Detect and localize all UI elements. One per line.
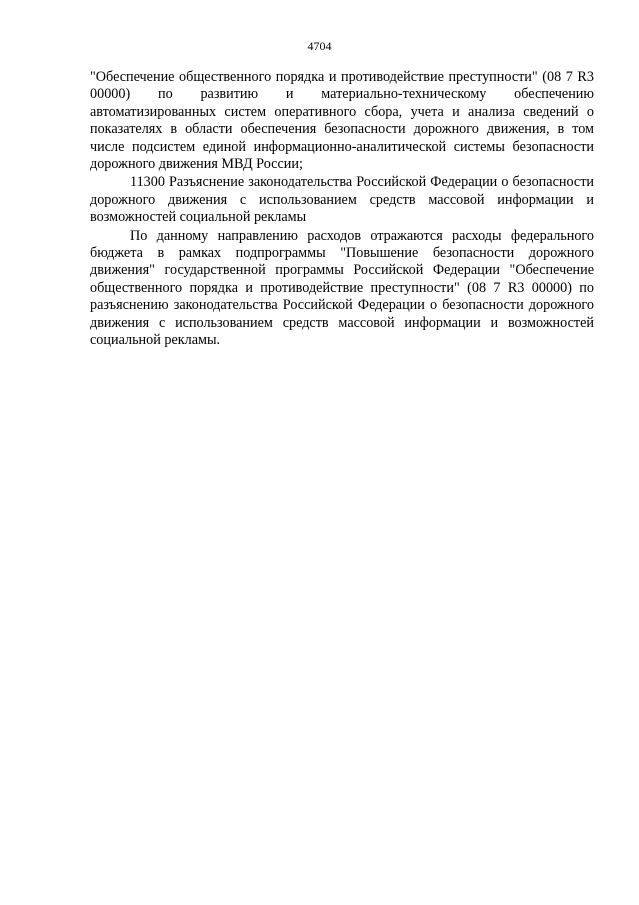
paragraph-heading-11300: 11300 Разъяснение законодательства Российской Федерации о безопасности дорожного движения с использованием средств массовой информации и возможностей социальной рекламы [90, 174, 594, 226]
document-body [90, 69, 594, 350]
page-number: 4704 [307, 39, 332, 53]
paragraph-description: По данному направлению расходов отражаются расходы федерального бюджета в рамках подпрограммы "Повышение безопасности дорожного движения" государственной программы Российской Федерации "Обеспечение общественного порядка и противодействие преступности" (08 7 R3 00000) по разъяснению законодательства Российской Федерации о безопасности дорожного движения с использованием средств массовой информации и возможностей социальной рекламы. [90, 227, 594, 349]
paragraph-continuation: "Обеспечение общественного порядка и противодействие преступности" (08 7 R3 00000) по развитию и материально-техническому обеспечению автоматизированных систем оперативного сбора, учета и анализа сведений о показателях в области обеспечения безопасности дорожного движения, в том числе подсистем единой информационно-аналитической системы безопасности дорожного движения МВД России; [90, 69, 594, 173]
